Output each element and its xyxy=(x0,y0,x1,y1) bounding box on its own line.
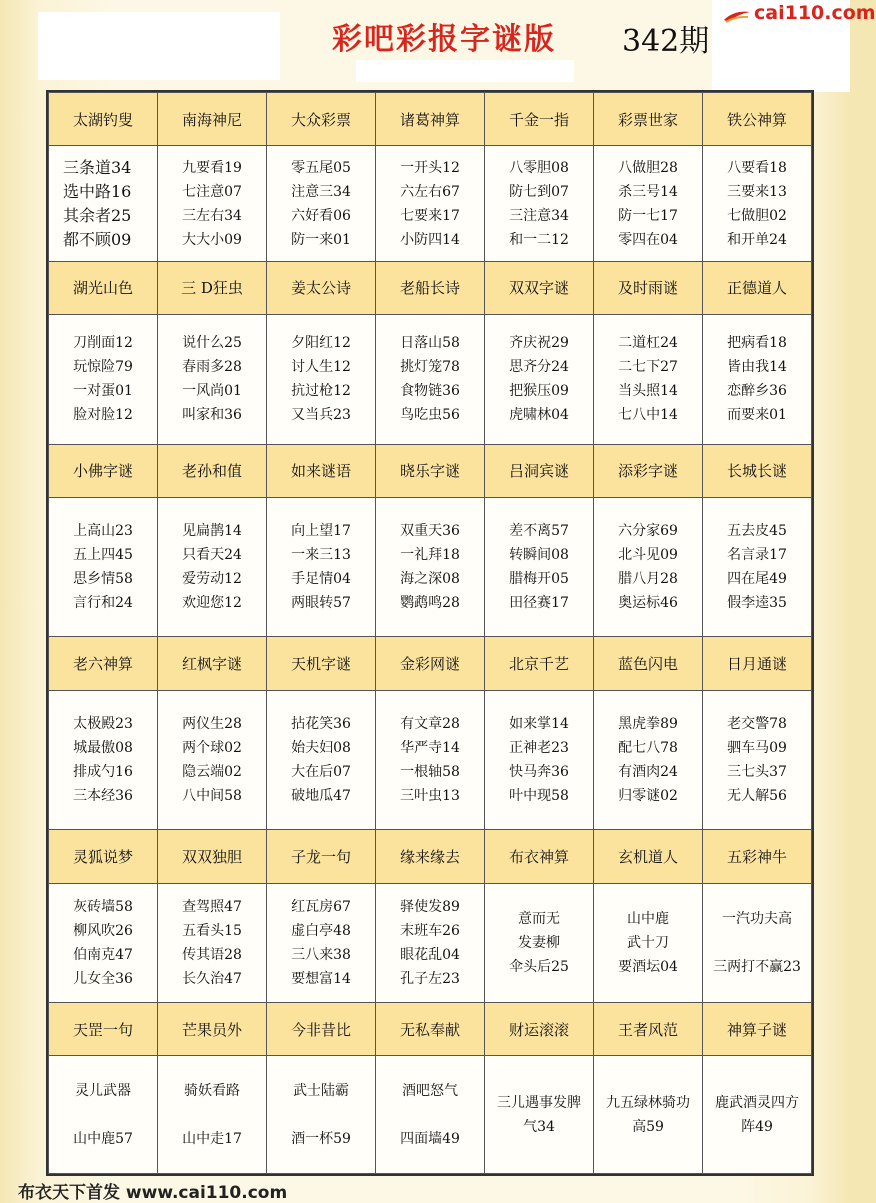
riddle-line: 酒一杯59 xyxy=(291,1130,351,1147)
riddle-line: 夕阳红12 xyxy=(291,335,351,352)
riddle-cell xyxy=(376,497,485,637)
riddle-line: 查驾照47 xyxy=(182,898,242,915)
riddle-line: 春雨多28 xyxy=(182,359,242,376)
column-name: 天机字谜 xyxy=(267,637,376,690)
riddle-line: 山中鹿57 xyxy=(73,1130,133,1147)
riddle-line: 无人解56 xyxy=(727,788,787,805)
riddle-line: 阵49 xyxy=(741,1118,773,1135)
riddle-line: 三七头37 xyxy=(727,764,787,781)
riddle-cell xyxy=(267,497,376,637)
riddle-line: 六好看06 xyxy=(291,207,351,224)
riddle-line: 九五绿林骑功 xyxy=(606,1094,690,1111)
header-row xyxy=(49,261,812,314)
riddle-line: 鹦鹉鸣28 xyxy=(400,595,460,612)
riddle-line: 三注意34 xyxy=(509,207,569,224)
riddle-cell xyxy=(594,883,703,1003)
column-name: 北京千艺 xyxy=(485,637,594,690)
riddle-line: 恋醉乡36 xyxy=(727,383,787,400)
riddle-cell xyxy=(158,315,267,445)
riddle-line: 孔子左23 xyxy=(400,970,460,987)
riddle-line: 抗过枪12 xyxy=(291,383,351,400)
column-name: 双双字谜 xyxy=(485,261,594,314)
riddle-line: 红瓦房67 xyxy=(291,898,351,915)
riddle-line: 大大小09 xyxy=(182,231,242,248)
riddle-cell xyxy=(594,497,703,637)
column-name: 芒果员外 xyxy=(158,1003,267,1056)
riddle-line: 七八中14 xyxy=(618,407,678,424)
riddle-line: 向上望17 xyxy=(291,523,351,540)
riddle-cell xyxy=(376,883,485,1003)
riddle-line: 八零胆08 xyxy=(509,159,569,176)
riddle-line: 四在尾49 xyxy=(727,571,787,588)
riddle-cell xyxy=(376,1056,485,1174)
riddle-line: 防一来01 xyxy=(291,231,351,248)
riddle-line: 八要看18 xyxy=(727,159,787,176)
riddle-cell xyxy=(485,1056,594,1174)
riddle-table xyxy=(46,90,814,1176)
riddle-cell xyxy=(703,315,812,445)
column-name: 小佛字谜 xyxy=(49,444,158,497)
riddle-line: 二七下27 xyxy=(618,359,678,376)
riddle-line: 奥运标46 xyxy=(618,595,678,612)
riddle-line: 三本经36 xyxy=(73,788,133,805)
riddle-cell xyxy=(49,146,158,262)
riddle-line: 食物链36 xyxy=(400,383,460,400)
riddle-cell xyxy=(703,883,812,1003)
riddle-cell xyxy=(267,883,376,1003)
column-name: 老孙和值 xyxy=(158,444,267,497)
riddle-row xyxy=(49,497,812,637)
riddle-cell xyxy=(594,315,703,445)
riddle-line: 一来三13 xyxy=(291,547,351,564)
riddle-line: 玩惊险79 xyxy=(73,359,133,376)
riddle-cell xyxy=(703,497,812,637)
riddle-cell xyxy=(49,883,158,1003)
riddle-line: 七注意07 xyxy=(182,183,242,200)
riddle-line: 两仪生28 xyxy=(182,716,242,733)
riddle-line: 四面墙49 xyxy=(400,1130,460,1147)
riddle-line: 防一七17 xyxy=(618,207,678,224)
riddle-row xyxy=(49,315,812,445)
redacted-block-left xyxy=(38,12,280,80)
riddle-line: 一礼拜18 xyxy=(400,547,460,564)
column-name: 今非昔比 xyxy=(267,1003,376,1056)
riddle-line: 黑虎拳89 xyxy=(618,716,678,733)
riddle-line: 脸对脸12 xyxy=(73,407,133,424)
riddle-line: 其余者25 xyxy=(63,205,132,225)
column-name: 诸葛神算 xyxy=(376,93,485,146)
riddle-line: 灵儿武器 xyxy=(75,1082,131,1099)
riddle-line: 把病看18 xyxy=(727,335,787,352)
column-name: 天罡一句 xyxy=(49,1003,158,1056)
riddle-line: 鹿武酒灵四方 xyxy=(715,1094,799,1111)
riddle-line: 要酒坛04 xyxy=(618,958,678,975)
riddle-grid xyxy=(48,92,812,1174)
riddle-line: 北斗见09 xyxy=(618,547,678,564)
riddle-cell xyxy=(267,146,376,262)
riddle-line: 鸟吃虫56 xyxy=(400,407,460,424)
header-row xyxy=(49,444,812,497)
riddle-line: 一对蛋01 xyxy=(73,383,133,400)
riddle-line: 要想富14 xyxy=(291,970,351,987)
riddle-line: 有酒肉24 xyxy=(618,764,678,781)
riddle-line: 把猴压09 xyxy=(509,383,569,400)
riddle-line: 一汽功夫高 xyxy=(722,910,792,927)
riddle-line: 七做胆02 xyxy=(727,207,787,224)
riddle-line: 两个球02 xyxy=(182,740,242,757)
riddle-line: 杀三号14 xyxy=(618,183,678,200)
column-name: 千金一指 xyxy=(485,93,594,146)
column-name: 玄机道人 xyxy=(594,830,703,883)
riddle-row xyxy=(49,1056,812,1174)
column-name: 太湖钓叟 xyxy=(49,93,158,146)
riddle-line: 老交警78 xyxy=(727,716,787,733)
riddle-line: 二道杠24 xyxy=(618,335,678,352)
riddle-line: 隐云端02 xyxy=(182,764,242,781)
column-name: 双双独胆 xyxy=(158,830,267,883)
riddle-cell xyxy=(267,690,376,830)
riddle-cell xyxy=(485,497,594,637)
riddle-line: 一根轴58 xyxy=(400,764,460,781)
logo-text: cai110.com xyxy=(754,2,876,24)
riddle-line: 挑灯笼78 xyxy=(400,359,460,376)
column-name: 蓝色闪电 xyxy=(594,637,703,690)
riddle-line: 如来掌14 xyxy=(509,716,569,733)
footer-text: 布衣天下首发 www.cai110.com xyxy=(18,1183,288,1203)
riddle-cell xyxy=(49,315,158,445)
column-name: 湖光山色 xyxy=(49,261,158,314)
riddle-line: 儿女全36 xyxy=(73,970,133,987)
riddle-line: 有文章28 xyxy=(400,716,460,733)
riddle-line: 名言录17 xyxy=(727,547,787,564)
riddle-cell xyxy=(158,497,267,637)
riddle-line: 配七八78 xyxy=(618,740,678,757)
riddle-line: 欢迎您12 xyxy=(182,595,242,612)
riddle-line: 虎啸林04 xyxy=(509,407,569,424)
riddle-cell xyxy=(703,1056,812,1174)
riddle-line: 九要看19 xyxy=(182,159,242,176)
riddle-line: 高59 xyxy=(632,1118,664,1135)
riddle-line xyxy=(267,1103,375,1127)
riddle-line: 灰砖墙58 xyxy=(73,898,133,915)
column-name: 老船长诗 xyxy=(376,261,485,314)
riddle-row xyxy=(49,690,812,830)
riddle-line: 驷车马09 xyxy=(727,740,787,757)
riddle-line: 和开单24 xyxy=(727,231,787,248)
column-name: 姜太公诗 xyxy=(267,261,376,314)
riddle-line xyxy=(158,1103,266,1127)
riddle-cell xyxy=(267,315,376,445)
riddle-line: 快马奔36 xyxy=(509,764,569,781)
riddle-line xyxy=(376,1103,484,1127)
riddle-cell xyxy=(158,146,267,262)
riddle-cell xyxy=(376,146,485,262)
column-name: 五彩神牛 xyxy=(703,830,812,883)
riddle-line: 一开头12 xyxy=(400,159,460,176)
column-name: 红枫字谜 xyxy=(158,637,267,690)
riddle-line: 当头照14 xyxy=(618,383,678,400)
riddle-line: 山中鹿 xyxy=(627,910,669,927)
riddle-line: 和一二12 xyxy=(509,231,569,248)
header-row xyxy=(49,637,812,690)
page-title: 彩吧彩报字谜版 xyxy=(332,22,556,57)
header-row xyxy=(49,830,812,883)
riddle-line: 说什么25 xyxy=(182,335,242,352)
riddle-cell xyxy=(158,883,267,1003)
riddle-line: 刀削面12 xyxy=(73,335,133,352)
riddle-cell xyxy=(49,1056,158,1174)
riddle-line: 思乡情58 xyxy=(73,571,133,588)
column-name: 铁公神算 xyxy=(703,93,812,146)
riddle-cell xyxy=(158,1056,267,1174)
riddle-line: 排成勺16 xyxy=(73,764,133,781)
riddle-cell xyxy=(594,690,703,830)
riddle-line: 柳风吹26 xyxy=(73,922,133,939)
riddle-line: 讨人生12 xyxy=(291,359,351,376)
column-name: 日月通谜 xyxy=(703,637,812,690)
riddle-line: 又当兵23 xyxy=(291,407,351,424)
riddle-line: 气34 xyxy=(523,1118,555,1135)
riddle-row xyxy=(49,146,812,262)
riddle-line: 转瞬间08 xyxy=(509,547,569,564)
riddle-line: 华严寺14 xyxy=(400,740,460,757)
riddle-line: 皆由我14 xyxy=(727,359,787,376)
column-name: 晓乐字谜 xyxy=(376,444,485,497)
riddle-cell xyxy=(49,690,158,830)
riddle-line: 五上四45 xyxy=(73,547,133,564)
riddle-line: 大在后07 xyxy=(291,764,351,781)
riddle-line: 都不顾09 xyxy=(63,229,132,249)
swoosh-icon xyxy=(722,8,752,24)
column-name: 缘来缘去 xyxy=(376,830,485,883)
riddle-line: 海之深08 xyxy=(400,571,460,588)
riddle-line: 腊八月28 xyxy=(618,571,678,588)
riddle-line: 小防四14 xyxy=(400,231,460,248)
riddle-line: 末班车26 xyxy=(400,922,460,939)
riddle-line: 三两打不赢23 xyxy=(713,958,801,975)
column-name: 神算子谜 xyxy=(703,1003,812,1056)
riddle-line: 破地瓜47 xyxy=(291,788,351,805)
riddle-line xyxy=(703,931,811,955)
column-name: 子龙一句 xyxy=(267,830,376,883)
riddle-cell xyxy=(703,690,812,830)
column-name: 三 D狂虫 xyxy=(158,261,267,314)
riddle-line: 七要来17 xyxy=(400,207,460,224)
column-name: 如来谜语 xyxy=(267,444,376,497)
riddle-line xyxy=(49,1103,157,1127)
column-name: 南海神尼 xyxy=(158,93,267,146)
riddle-line: 手足情04 xyxy=(291,571,351,588)
riddle-line: 五去皮45 xyxy=(727,523,787,540)
riddle-line: 一风尚01 xyxy=(182,383,242,400)
riddle-line: 意而无 xyxy=(518,910,560,927)
riddle-line: 归零谜02 xyxy=(618,788,678,805)
riddle-line: 正神老23 xyxy=(509,740,569,757)
column-name: 吕洞宾谜 xyxy=(485,444,594,497)
riddle-line: 三儿遇事发脾 xyxy=(497,1094,581,1111)
riddle-line: 眼花乱04 xyxy=(400,946,460,963)
riddle-line: 城最傲08 xyxy=(73,740,133,757)
riddle-line: 腊梅开05 xyxy=(509,571,569,588)
column-name: 财运滚滚 xyxy=(485,1003,594,1056)
riddle-line: 假李逵35 xyxy=(727,595,787,612)
riddle-line: 长久治47 xyxy=(182,970,242,987)
column-name: 老六神算 xyxy=(49,637,158,690)
riddle-line: 酒吧怒气 xyxy=(402,1082,458,1099)
riddle-line: 始夫妇08 xyxy=(291,740,351,757)
riddle-line: 田径赛17 xyxy=(509,595,569,612)
issue-number: 342期 xyxy=(622,24,710,59)
riddle-cell xyxy=(376,315,485,445)
riddle-line: 武十刀 xyxy=(627,934,669,951)
riddle-row xyxy=(49,883,812,1003)
riddle-line: 言行和24 xyxy=(73,595,133,612)
column-name: 金彩网谜 xyxy=(376,637,485,690)
header-row xyxy=(49,1003,812,1056)
riddle-line: 齐庆祝29 xyxy=(509,335,569,352)
riddle-cell xyxy=(485,315,594,445)
riddle-line: 六左右67 xyxy=(400,183,460,200)
riddle-line: 八做胆28 xyxy=(618,159,678,176)
riddle-cell xyxy=(485,690,594,830)
riddle-cell xyxy=(703,146,812,262)
riddle-line: 而要来01 xyxy=(727,407,787,424)
riddle-line: 两眼转57 xyxy=(291,595,351,612)
column-name: 布衣神算 xyxy=(485,830,594,883)
column-name: 彩票世家 xyxy=(594,93,703,146)
riddle-line: 三叶虫13 xyxy=(400,788,460,805)
riddle-line: 虚白亭48 xyxy=(291,922,351,939)
riddle-line: 伯南克47 xyxy=(73,946,133,963)
riddle-line: 三要来13 xyxy=(727,183,787,200)
riddle-line: 见扁鹊14 xyxy=(182,523,242,540)
riddle-cell xyxy=(267,1056,376,1174)
riddle-line: 只看天24 xyxy=(182,547,242,564)
riddle-line: 选中路16 xyxy=(63,181,132,201)
riddle-cell xyxy=(376,690,485,830)
column-name: 无私奉献 xyxy=(376,1003,485,1056)
column-name: 及时雨谜 xyxy=(594,261,703,314)
riddle-line: 三左右34 xyxy=(182,207,242,224)
riddle-cell xyxy=(485,883,594,1003)
riddle-line: 思齐分24 xyxy=(509,359,569,376)
riddle-line: 拈花笑36 xyxy=(291,716,351,733)
riddle-line: 差不离57 xyxy=(509,523,569,540)
riddle-line: 伞头后25 xyxy=(509,958,569,975)
riddle-line: 叶中现58 xyxy=(509,788,569,805)
riddle-line: 零五尾05 xyxy=(291,159,351,176)
riddle-line: 叫家和36 xyxy=(182,407,242,424)
column-name: 长城长谜 xyxy=(703,444,812,497)
riddle-line: 六分家69 xyxy=(618,523,678,540)
riddle-line: 爱劳动12 xyxy=(182,571,242,588)
riddle-line: 八中间58 xyxy=(182,788,242,805)
riddle-line: 太极殿23 xyxy=(73,716,133,733)
riddle-line: 上高山23 xyxy=(73,523,133,540)
riddle-line: 防七到07 xyxy=(509,183,569,200)
riddle-cell xyxy=(49,497,158,637)
riddle-line: 传其语28 xyxy=(182,946,242,963)
column-name: 添彩字谜 xyxy=(594,444,703,497)
riddle-line: 驿使发89 xyxy=(400,898,460,915)
riddle-line: 注意三34 xyxy=(291,183,351,200)
riddle-cell xyxy=(594,1056,703,1174)
riddle-line: 双重天36 xyxy=(400,523,460,540)
riddle-line: 三八来38 xyxy=(291,946,351,963)
riddle-line: 发妻柳 xyxy=(518,934,560,951)
column-name: 正德道人 xyxy=(703,261,812,314)
riddle-line: 骑妖看路 xyxy=(184,1082,240,1099)
column-name: 灵狐说梦 xyxy=(49,830,158,883)
riddle-line: 五看头15 xyxy=(182,922,242,939)
column-name: 大众彩票 xyxy=(267,93,376,146)
riddle-line: 山中走17 xyxy=(182,1130,242,1147)
riddle-cell xyxy=(485,146,594,262)
riddle-line: 三条道34 xyxy=(63,157,132,177)
riddle-line: 武士陆霸 xyxy=(293,1082,349,1099)
riddle-line: 零四在04 xyxy=(618,231,678,248)
column-name: 王者风范 xyxy=(594,1003,703,1056)
redacted-block-center xyxy=(356,60,574,82)
header-row xyxy=(49,93,812,146)
riddle-cell xyxy=(594,146,703,262)
riddle-line: 日落山58 xyxy=(400,335,460,352)
site-logo[interactable] xyxy=(712,0,876,92)
riddle-cell xyxy=(158,690,267,830)
